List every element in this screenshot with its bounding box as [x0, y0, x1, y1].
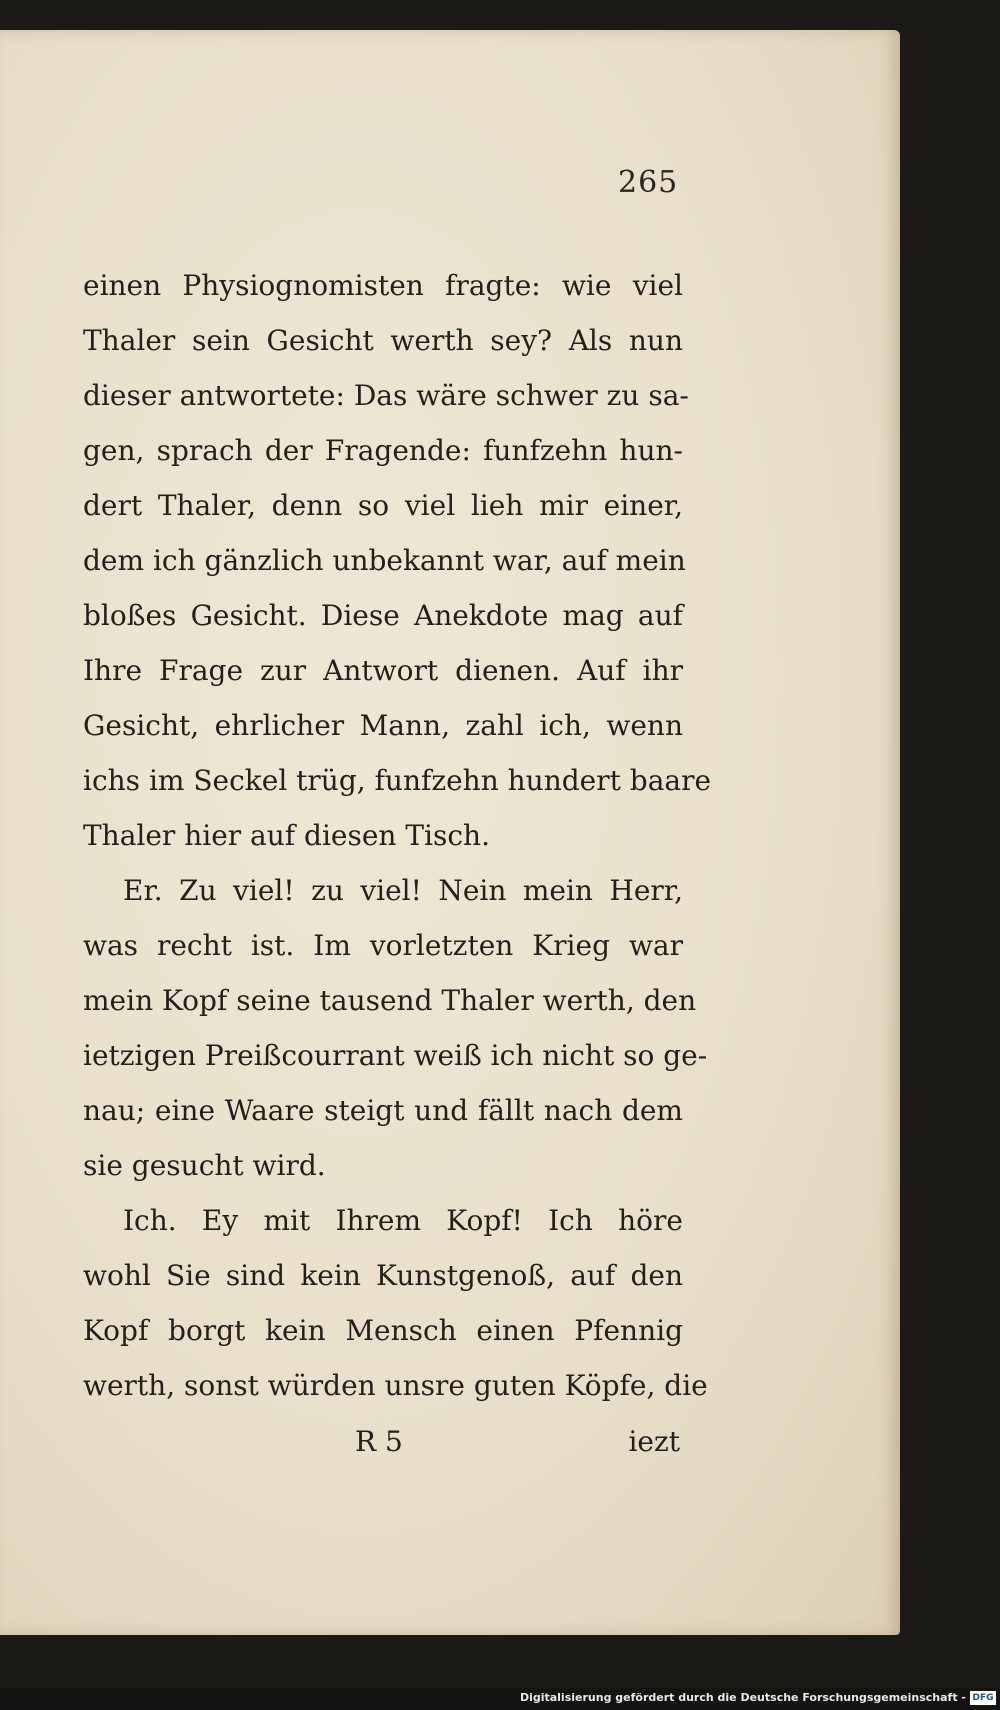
- dfg-logo: DFG: [970, 1691, 996, 1705]
- credit-bar: [0, 1688, 1000, 1710]
- text-line: einen Physiognomisten fragte: wie viel: [83, 269, 683, 302]
- signature-mark: R 5: [355, 1425, 403, 1458]
- page-number: 265: [618, 165, 679, 200]
- text-line: dem ich gänzlich unbekannt war, auf mein: [83, 544, 686, 577]
- text-line: bloßes Gesicht. Diese Anekdote mag auf: [83, 599, 683, 632]
- page-body-text: [83, 258, 712, 1413]
- text-line: Thaler sein Gesicht werth sey? Als nun: [83, 324, 683, 357]
- text-line: gen, sprach der Fragende: funfzehn hun-: [83, 434, 683, 467]
- text-line: dieser antwortete: Das wäre schwer zu sa-: [83, 379, 689, 412]
- page-footer: [355, 1425, 680, 1475]
- text-line: Er. Zu viel! zu viel! Nein mein Herr,: [123, 874, 683, 907]
- text-line: mein Kopf seine tausend Thaler werth, den: [83, 984, 697, 1017]
- text-line: Gesicht, ehrlicher Mann, zahl ich, wenn: [83, 709, 683, 742]
- book-page: [0, 30, 900, 1635]
- text-line: Ihre Frage zur Antwort dienen. Auf ihr: [83, 654, 683, 687]
- text-line: nau; eine Waare steigt und fällt nach dem: [83, 1094, 683, 1127]
- text-line: sie gesucht wird.: [83, 1149, 326, 1182]
- text-line: dert Thaler, denn so viel lieh mir einer,: [83, 489, 683, 522]
- funding-credit: Digitalisierung gefördert durch die Deutsche Forschungsgemeinschaft -: [519, 1691, 966, 1704]
- text-line: ichs im Seckel trüg, funfzehn hundert baare: [83, 764, 712, 797]
- text-line: was recht ist. Im vorletzten Krieg war: [83, 929, 683, 962]
- catchword: iezt: [628, 1425, 680, 1458]
- text-line: Kopf borgt kein Mensch einen Pfennig: [83, 1314, 683, 1347]
- text-line: Thaler hier auf diesen Tisch.: [83, 819, 490, 852]
- text-line: wohl Sie sind kein Kunstgenoß, auf den: [83, 1259, 683, 1292]
- text-line: ietzigen Preißcourrant weiß ich nicht so ge-: [83, 1039, 708, 1072]
- text-line: werth, sonst würden unsre guten Köpfe, die: [83, 1369, 708, 1402]
- text-line: Ich. Ey mit Ihrem Kopf! Ich höre: [123, 1204, 683, 1237]
